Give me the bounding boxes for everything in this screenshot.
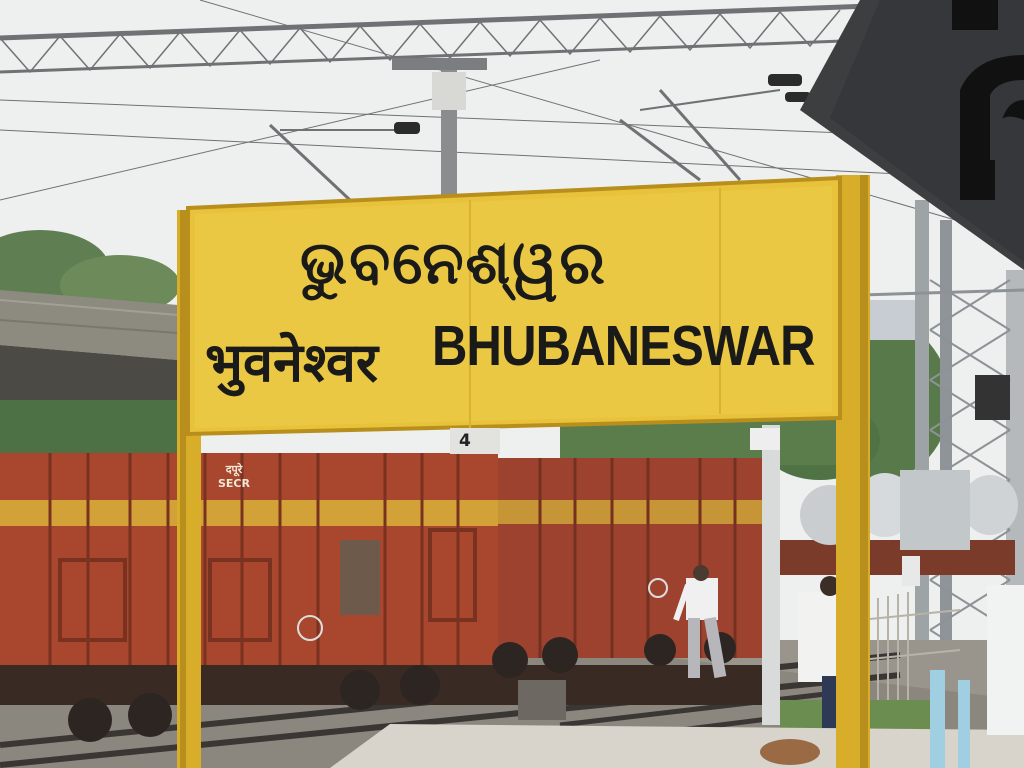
freight-wagons: [0, 453, 770, 742]
sleeping-dog: [760, 739, 820, 765]
sign-text-hindi: भुवनेश्वर: [205, 331, 379, 394]
sign-text-odia: ଭୁବନେଶ୍ୱର: [300, 228, 607, 298]
platform-shelter: [0, 290, 178, 400]
wagon-owner-hindi: दपूरे: [225, 463, 243, 476]
track-block: [518, 680, 566, 720]
signal-box: [975, 375, 1010, 420]
wagon-owner-code: SECR: [218, 477, 250, 490]
platform-number-plate: [450, 428, 500, 454]
distant-person: [902, 556, 920, 586]
white-pole: [762, 425, 780, 725]
platform: [330, 724, 1024, 768]
white-structure: [987, 585, 1024, 735]
platform-number: 4: [459, 431, 471, 451]
sign-text-english: BHUBANESWAR: [432, 314, 815, 378]
